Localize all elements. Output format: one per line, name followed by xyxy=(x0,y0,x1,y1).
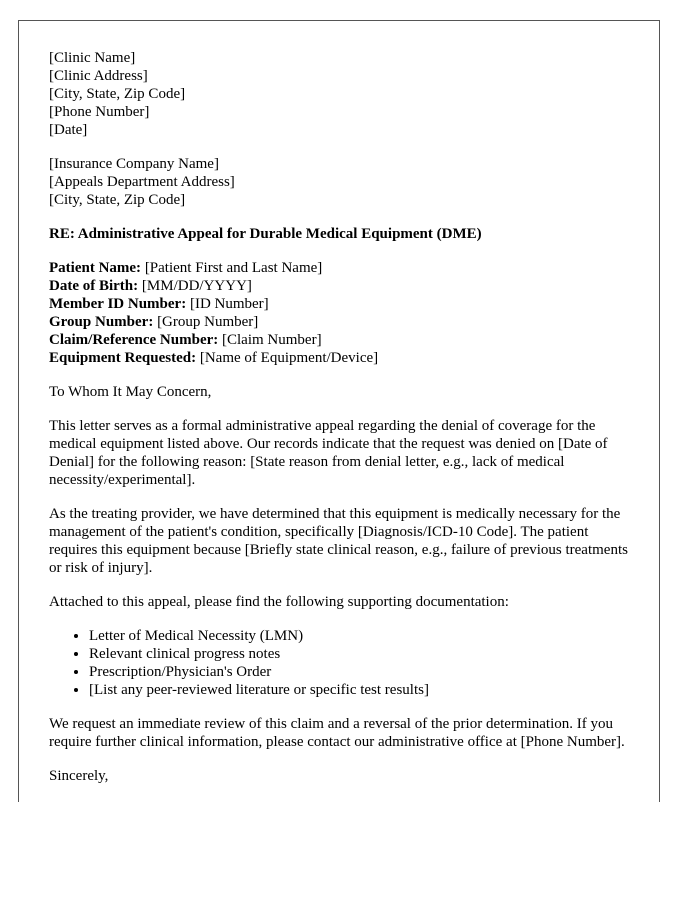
list-item: • Prescription/Physician's Order xyxy=(89,663,639,681)
field-label: Equipment Requested: xyxy=(49,350,197,366)
recipient-address-block xyxy=(49,155,639,209)
field-label: Patient Name: xyxy=(49,260,142,276)
attachments-intro-paragraph: Attached to this appeal, please find the following supporting documentation: xyxy=(49,594,509,610)
letter-content xyxy=(49,49,639,801)
clinic-name: [Clinic Name] xyxy=(49,50,136,66)
member-id-row xyxy=(49,295,639,313)
field-label: Group Number: xyxy=(49,314,154,330)
field-value: [Group Number] xyxy=(153,314,259,330)
field-value: [Claim Number] xyxy=(218,332,322,348)
closing-paragraph: We request an immediate review of this claim and a reversal of the prior determination. If you require further clinical information, please contact our administrative office at [Phone Number]. xyxy=(49,716,625,750)
date-of-birth-row xyxy=(49,277,639,295)
patient-info-block xyxy=(49,259,639,367)
equipment-requested-row xyxy=(49,349,639,367)
field-label: Date of Birth: xyxy=(49,278,139,294)
signoff: Sincerely, xyxy=(49,768,109,784)
sender-address-block xyxy=(49,49,639,139)
list-item: • Relevant clinical progress notes xyxy=(89,645,639,663)
medical-necessity-paragraph: As the treating provider, we have determined that this equipment is medically necessary for the management of the patient's condition, specifically [Diagnosis/ICD-10 Code]. The patient requires this equipment because [Briefly state clinical reason, e.g., failure of previous treatments or risk of injury]. xyxy=(49,506,628,576)
salutation: To Whom It May Concern, xyxy=(49,384,212,400)
clinic-city-state-zip: [City, State, Zip Code] xyxy=(49,86,186,102)
clinic-address: [Clinic Address] xyxy=(49,68,148,84)
field-value: [MM/DD/YYYY] xyxy=(138,278,252,294)
group-number-row xyxy=(49,313,639,331)
field-value: [Patient First and Last Name] xyxy=(141,260,323,276)
denial-paragraph: This letter serves as a formal administrative appeal regarding the denial of coverage for the medical equipment listed above. Our records indicate that the request was denied on [Date of Denial] for the following reason: [State reason from denial letter, e.g., lack of medical necessity/experimental]. xyxy=(49,418,608,488)
claim-number-row xyxy=(49,331,639,349)
field-label: Claim/Reference Number: xyxy=(49,332,219,348)
letter-date: [Date] xyxy=(49,122,88,138)
insurance-company-name: [Insurance Company Name] xyxy=(49,156,219,172)
appeals-department-address: [Appeals Department Address] xyxy=(49,174,235,190)
subject-line: RE: Administrative Appeal for Durable Medical Equipment (DME) xyxy=(49,226,482,242)
field-value: [Name of Equipment/Device] xyxy=(196,350,379,366)
clinic-phone: [Phone Number] xyxy=(49,104,150,120)
list-item: • [List any peer-reviewed literature or specific test results] xyxy=(89,681,639,699)
patient-name-row xyxy=(49,259,639,277)
field-value: [ID Number] xyxy=(186,296,269,312)
field-label: Member ID Number: xyxy=(49,296,187,312)
list-item: • Letter of Medical Necessity (LMN) xyxy=(89,627,639,645)
recipient-city-state-zip: [City, State, Zip Code] xyxy=(49,192,186,208)
letter-page xyxy=(18,20,660,802)
supporting-documents-list xyxy=(49,627,639,699)
